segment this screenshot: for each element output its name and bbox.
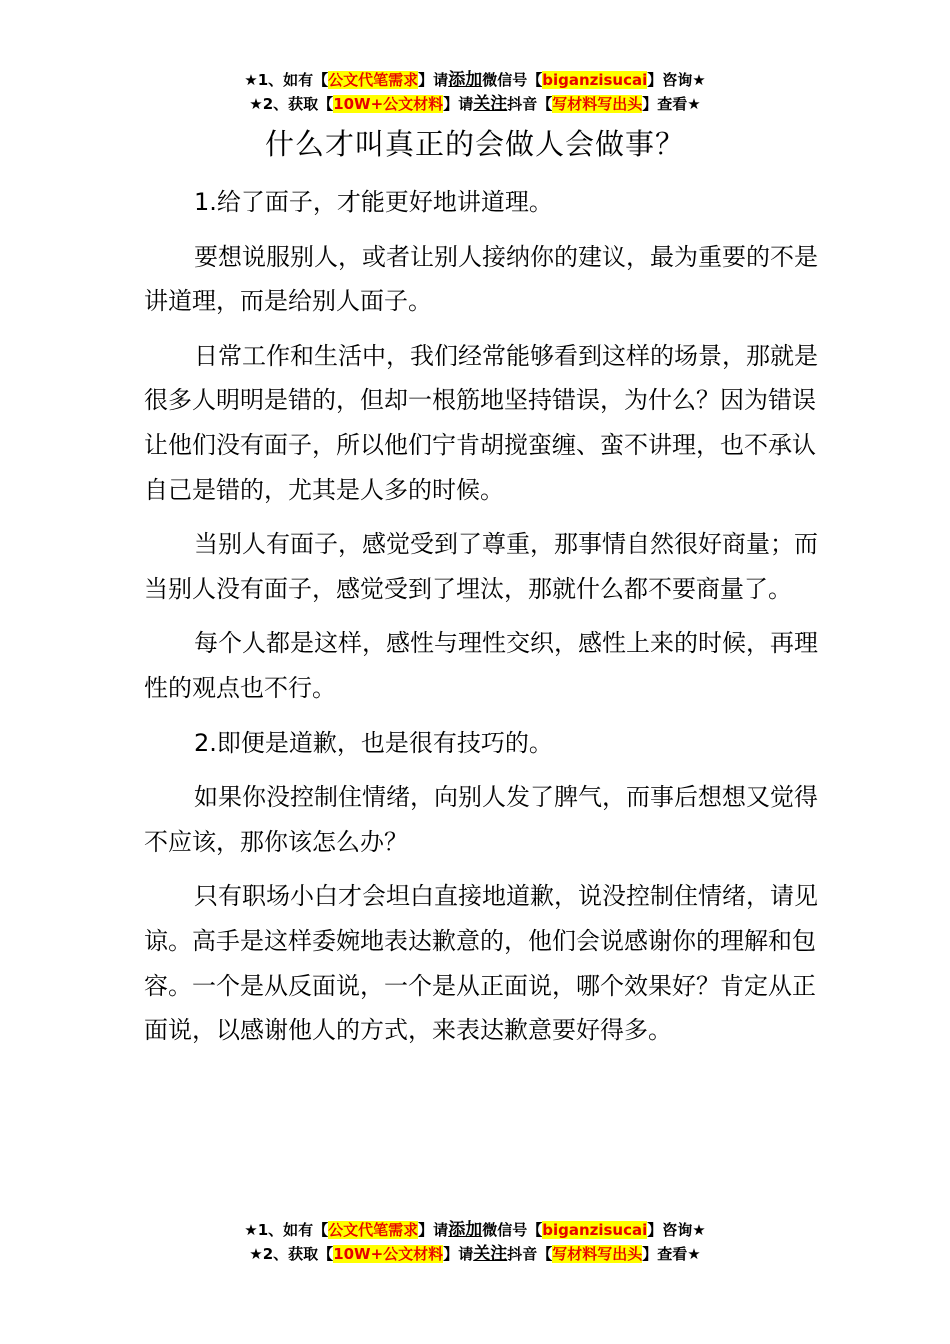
highlight-wechat-id: biganzisucai xyxy=(542,1221,648,1239)
header-banner-line-1: ★1、如有【公文代笔需求】请添加微信号【biganzisucai】咨询★ xyxy=(244,70,706,90)
highlight-materials: 10W+公文材料 xyxy=(333,95,444,113)
highlight-service: 公文代笔需求 xyxy=(328,71,419,89)
footer-banner-line-1: ★1、如有【公文代笔需求】请添加微信号【biganzisucai】咨询★ xyxy=(244,1220,706,1240)
paragraph: 每个人都是这样，感性与理性交织，感性上来的时候，再理性的观点也不行。 xyxy=(144,629,818,702)
highlight-wechat-id: biganzisucai xyxy=(542,71,648,89)
paragraph: 2.即便是道歉，也是很有技巧的。 xyxy=(194,728,553,757)
document-body xyxy=(144,180,834,1063)
paragraph: 如果你没控制住情绪，向别人发了脾气，而事后想想又觉得不应该，那你该怎么办？ xyxy=(144,783,818,856)
paragraph: 日常工作和生活中，我们经常能够看到这样的场景，那就是很多人明明是错的，但却一根筋地坚持错误，为什么？因为错误让他们没有面子，所以他们宁肯胡搅蛮缠、蛮不讲理，也不承认自己是错的，尤其是人多的时候。 xyxy=(144,341,818,504)
paragraph: 当别人有面子，感觉受到了尊重，那事情自然很好商量；而当别人没有面子，感觉受到了埋汰，那就什么都不要商量了。 xyxy=(144,530,818,603)
document-title: 什么才叫真正的会做人会做事？ xyxy=(264,127,685,161)
header-banner-line-2: ★2、获取【10W+公文材料】请关注抖音【写材料写出头】查看★ xyxy=(249,94,701,114)
highlight-materials: 10W+公文材料 xyxy=(333,1245,444,1263)
highlight-douyin: 写材料写出头 xyxy=(552,95,643,113)
paragraph: 只有职场小白才会坦白直接地道歉，说没控制住情绪，请见谅。高手是这样委婉地表达歉意的，他们会说感谢你的理解和包容。一个是从反面说，一个是从正面说，哪个效果好？肯定从正面说，以感谢他人的方式，来表达歉意要好得多。 xyxy=(144,882,818,1045)
highlight-service: 公文代笔需求 xyxy=(328,1221,419,1239)
paragraph: 要想说服别人，或者让别人接纳你的建议，最为重要的不是讲道理，而是给别人面子。 xyxy=(144,242,818,316)
footer-banner xyxy=(0,1218,950,1266)
highlight-douyin: 写材料写出头 xyxy=(552,1245,643,1263)
header-banner xyxy=(0,68,950,116)
paragraph: 1.给了面子，才能更好地讲道理。 xyxy=(194,188,553,216)
footer-banner-line-2: ★2、获取【10W+公文材料】请关注抖音【写材料写出头】查看★ xyxy=(249,1244,701,1264)
